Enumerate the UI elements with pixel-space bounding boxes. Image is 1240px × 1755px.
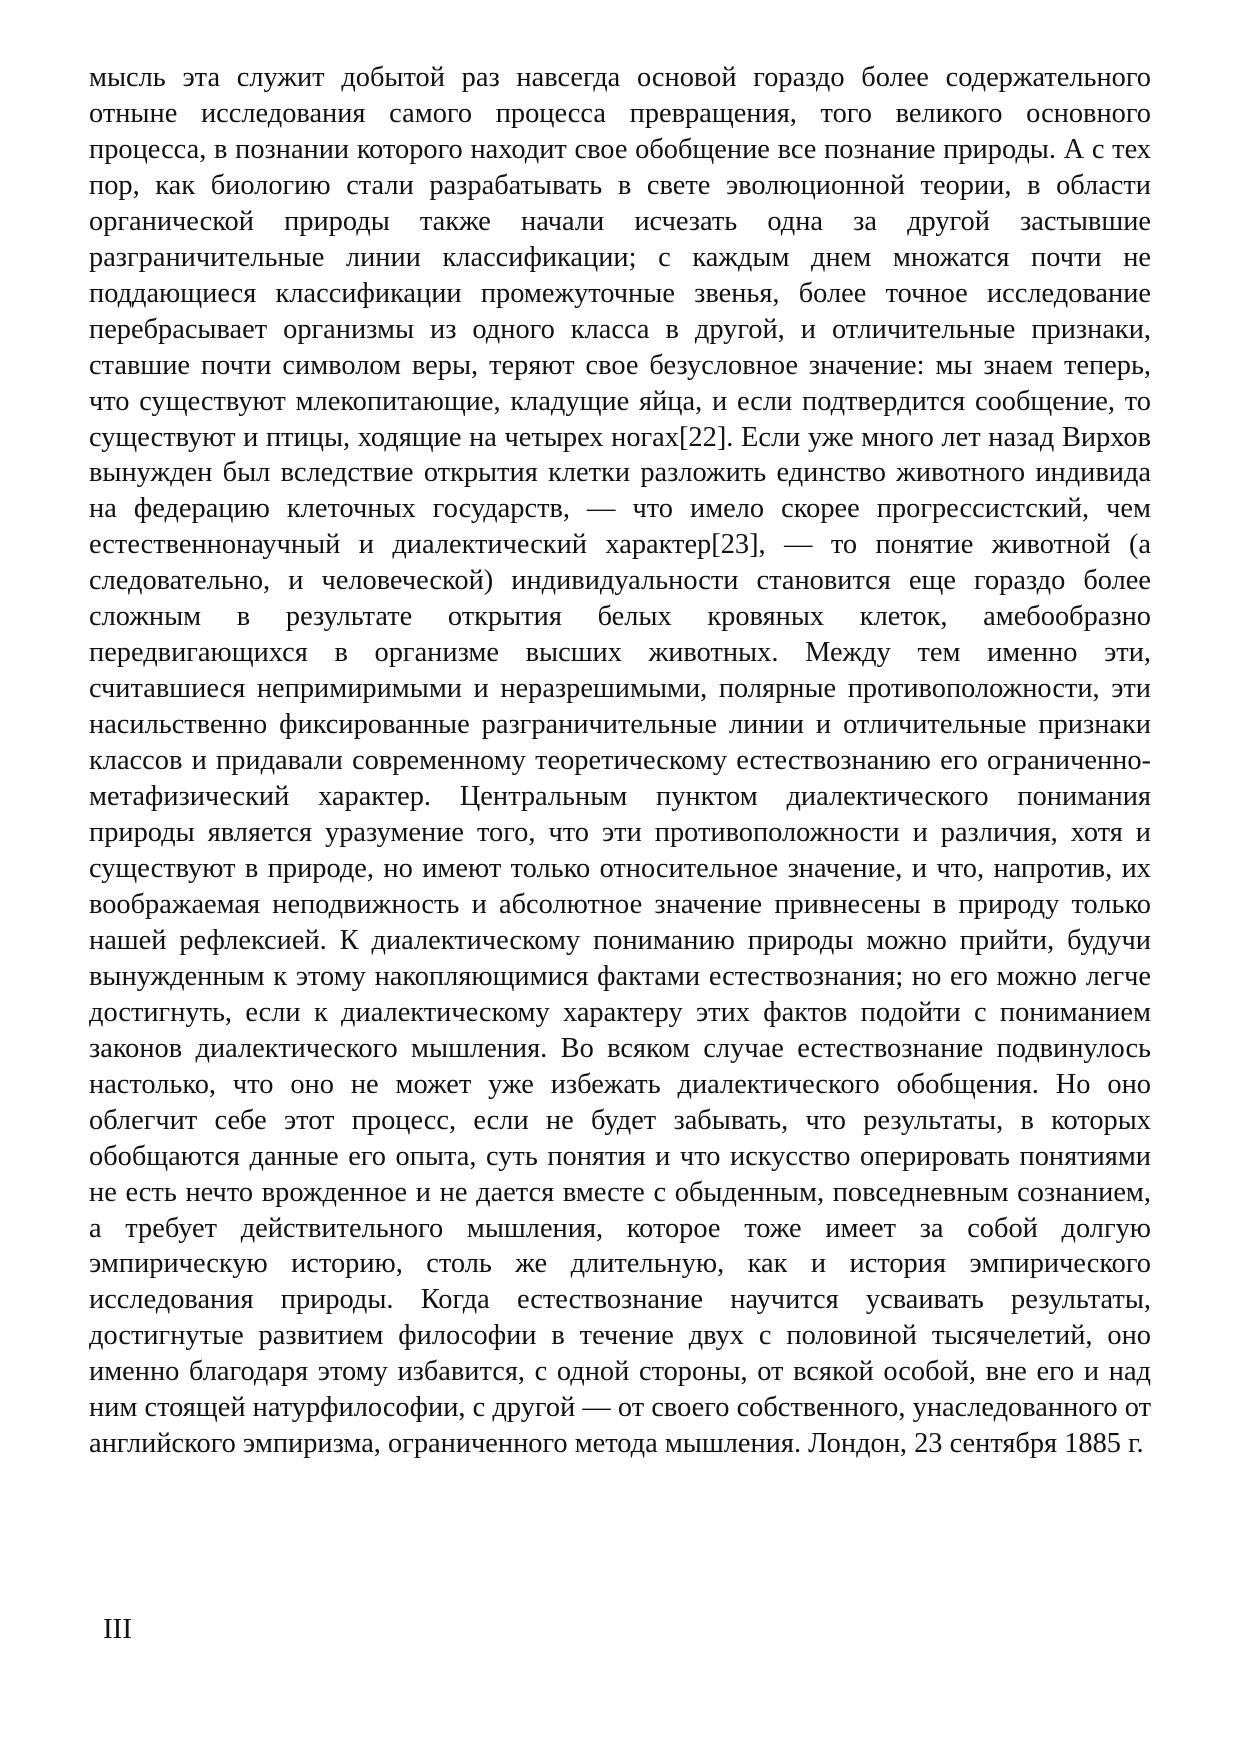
body-paragraph: мысль эта служит добытой раз навсегда основой гораздо более содержательного отныне исследования самого процесса превращения, того великого основного процесса, в познании которого находит свое обобщение все познание природы. А с тех пор, как биологию стали разрабатывать в свете эволюционной теории, в области органической природы также начали исчезать одна за другой застывшие разграничительные линии классификации; с каждым днем множатся почти не поддающиеся классификации промежуточные звенья, более точное исследование перебрасывает организмы из одного класса в другой, и отличительные признаки, ставшие почти символом веры, теряют свое безусловное значение: мы знаем теперь, что существуют млекопитающие, кладущие яйца, и если подтвердится сообщение, то существуют и птицы, ходящие на четырех ногах[22]. Если уже много лет назад Вирхов вынужден был вследствие открытия клетки разложить единство животного индивида на федерацию клеточных государств, — что имело скорее прогрессистский, чем естественнонаучный и диалектический характер[23], — то понятие животной (а следовательно, и человеческой) индивидуальности становится еще гораздо более сложным в результате открытия белых кровяных клеток, амебообразно передвигающихся в организме высших животных. Между тем именно эти, считавшиеся непримиримыми и неразрешимыми, полярные противоположности, эти насильственно фиксированные разграничительные линии и отличительные признаки классов и придавали современному теоретическому естествознанию его ограниченно-метафизический характер. Центральным пунктом диалектического понимания природы является уразумение того, что эти противоположности и различия, хотя и существуют в природе, но имеют только относительное значение, и что, напротив, их воображаемая неподвижность и абсолютное значение привнесены в природу только нашей рефлексией. К диалектическому пониманию природы можно прийти, будучи вынужденным к этому накопляющимися фактами естествознания; но его можно легче достигнуть, если к диалектическому характеру этих фактов подойти с пониманием законов диалектического мышления. Во всяком случае естествознание подвинулось настолько, что оно не может уже избежать диалектического обобщения. Но оно облегчит себе этот процесс, если не будет забывать, что результаты, в которых обобщаются данные его опыта, суть понятия и что искусство оперировать понятиями не есть нечто врожденное и не дается вместе с обыденным, повседневным сознанием, а требует действительного мышления, которое тоже имеет за собой долгую эмпирическую историю, столь же длительную, как и история эмпирического исследования природы. Когда естествознание научится усваивать результаты, достигнутые развитием философии в течение двух с половиной тысячелетий, оно именно благодаря этому избавится, с одной стороны, от всякой особой, вне его и над ним стоящей натурфилософии, с другой — от своего собственного, унаследованного от английского эмпиризма, ограниченного метода мышления. Лондон, 23 сентября 1885 г. [89, 62, 1151, 1460]
page-number: III [103, 1613, 132, 1645]
